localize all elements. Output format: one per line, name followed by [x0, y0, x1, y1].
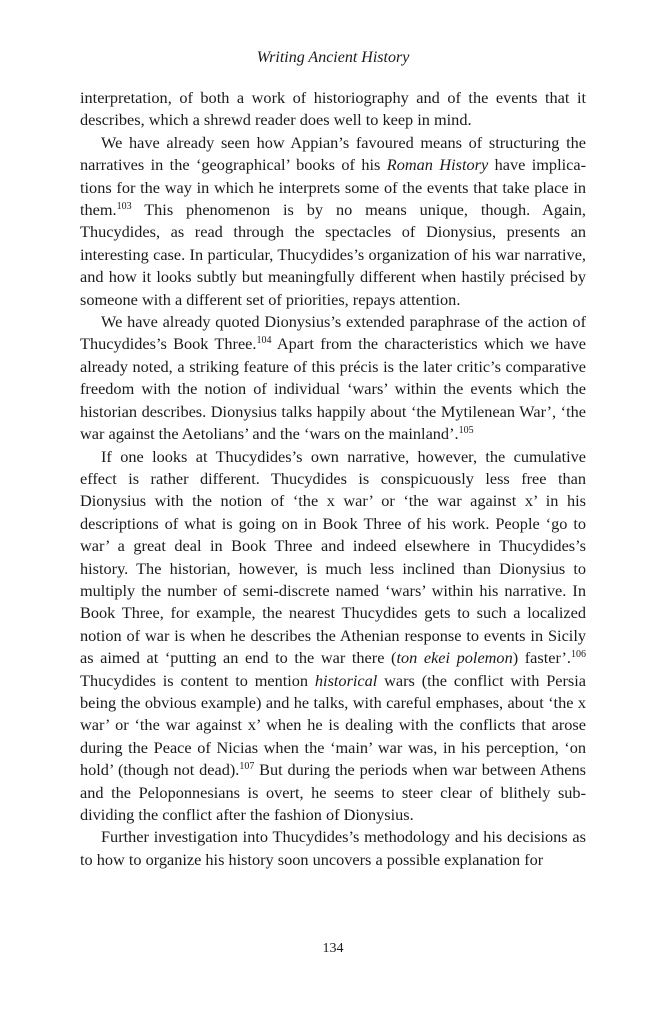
text-run: have implications for the way in which he interprets some of the events that take place in them.: [80, 155, 586, 220]
paragraph-3: [80, 311, 586, 445]
text-run: But during the periods when war between Athens and the Peloponnesians is overt, he seems to steer clear of blithely sub-dividing the conflict after the fashion of Dionysius.: [80, 760, 586, 824]
body-text: [80, 87, 586, 871]
text-run: Further investigation into Thucydides’s methodology and his decisions as to how to organize his history soon uncovers a possible explanation for: [80, 827, 586, 869]
text-run: wars (the conflict with Persia being the obvious example) and he talks, with careful emphases, about ‘the x war’ or ‘the war against x’ when he is dealing with the conflicts that arose during the Peace of Nicias when the ‘main’ war was, in his perception, ‘on hold’ (though not dead).: [80, 670, 586, 780]
footnote-ref: 105: [458, 425, 474, 437]
italic-text: historical: [314, 670, 378, 690]
text-run: interpretation, of both a work of historiography and of the events that it describes, which a shrewd reader does well to keep in mind.: [80, 88, 586, 130]
text-run: Thucydides is content to mention: [80, 670, 315, 690]
paragraph-4: [80, 446, 586, 827]
book-page: [80, 0, 586, 1017]
page-number: 134: [322, 941, 344, 956]
footnote-ref: 104: [256, 335, 272, 347]
text-run: This phenomenon is by no means unique, though. Again, Thucydides, as read through the spectacles of Dionysius, presents an interesting case. In particular, Thucydides’s organization of his war narrative, and how it looks subtly but meaningfully different when hastily précised by someone with a different set of priorities, repays attention.: [80, 200, 586, 309]
footnote-ref: 107: [239, 761, 255, 773]
text-run: If one looks at Thucydides’s own narrative, however, the cumulative effect is rather different. Thucydides is conspicuously less free than Dionysius with the notion of ‘the x war’ or ‘the war against x’ in his descriptions of what is going on in Book Three of his work. People ‘go to war’ a great deal in Book Three and indeed elsewhere in Thucydides’s history. The historian, however, is much less inclined than Dionysius to multiply the number of semi-discrete named ‘wars’ within his narrative. In Book Three, for example, the nearest Thucydides gets to such a localized notion of war is when he describes the Athenian response to events in Sicily as aimed at ‘putting an end to the war there (: [80, 446, 586, 668]
paragraph-1: [80, 87, 586, 132]
paragraph-5: [80, 826, 586, 871]
italic-text: Roman History: [386, 155, 489, 175]
text-run: We have already seen how Appian’s favoured means of structuring the narratives in the ‘geographical’ books of his: [80, 132, 586, 175]
italic-text: ton ekei polemon: [396, 648, 513, 668]
text-run: ) faster’.: [512, 648, 571, 668]
footnote-ref: 103: [116, 201, 132, 213]
footnote-ref: 106: [571, 649, 586, 661]
text-run: We have already quoted Dionysius’s extended paraphrase of the action of Thucydides’s Book Three.: [80, 312, 586, 354]
text-run: Apart from the characteristics which we have already noted, a striking feature of this précis is the later critic’s comparative freedom with the notion of individual ‘wars’ within the events which the historian describes. Dionysius talks happily about ‘the Mytilenean War’, ‘the war against the Aetolians’ and the ‘wars on the mainland’.: [80, 334, 586, 444]
running-head: Writing Ancient History: [256, 49, 410, 66]
paragraph-2: [80, 132, 586, 311]
